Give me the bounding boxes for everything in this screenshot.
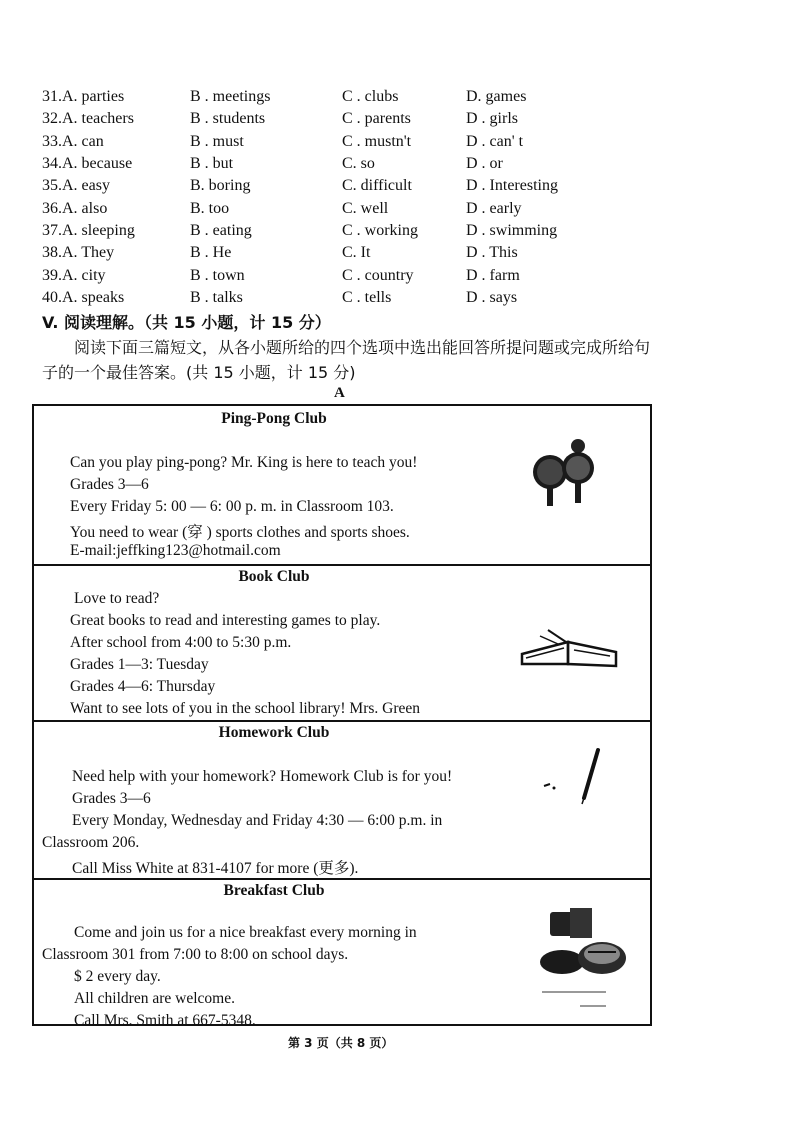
book-line: After school from 4:00 to 5:30 p.m. bbox=[70, 634, 292, 651]
breakfast-club-title: Breakfast Club bbox=[223, 882, 325, 899]
pingpong-line: Every Friday 5: 00 — 6: 00 p. m. in Classroom 103. bbox=[70, 498, 394, 515]
section-instructions: 阅读下面三篇短文，从各小题所给的四个选项中选出能回答所提问题或完成所给句子的一个最佳答案。(共 15 小题，计 15 分) bbox=[42, 338, 651, 382]
pingpong-club-section bbox=[34, 406, 650, 566]
homework-line: Call Miss White at 831-4107 for more (更多). bbox=[72, 860, 359, 877]
ping-pong-paddles-icon bbox=[524, 434, 604, 510]
book-club-title: Book Club bbox=[238, 568, 310, 585]
pingpong-line: Grades 3—6 bbox=[70, 476, 149, 493]
breakfast-club-section bbox=[34, 880, 650, 1029]
option-row-35: 35.A. easy B. boring C. difficult D . Interesting bbox=[42, 177, 558, 195]
breakfast-line: $ 2 every day. bbox=[74, 968, 161, 985]
option-row-33: 33.A. can B . must C . mustn't D . can' t bbox=[42, 132, 524, 150]
cloze-options bbox=[42, 86, 642, 309]
book-line: Grades 1—3: Tuesday bbox=[70, 656, 209, 673]
homework-line: Every Monday, Wednesday and Friday 4:30 — 6:00 p.m. in bbox=[72, 812, 443, 829]
page-footer: 第 3 页（共 8 页） bbox=[288, 1036, 394, 1050]
option-row-36: 36.A. also B. too C. well D . early bbox=[42, 199, 522, 217]
homework-line: Grades 3—6 bbox=[72, 790, 151, 807]
option-row-34: 34.A. because B . but C. so D . or bbox=[42, 155, 503, 173]
pingpong-club-title: Ping-Pong Club bbox=[221, 410, 327, 427]
passage-label: A bbox=[334, 385, 345, 401]
option-row-40: 40.A. speaks B . talks C . tells D . says bbox=[42, 288, 518, 306]
pingpong-line: Can you play ping-pong? Mr. King is here to teach you! bbox=[70, 454, 418, 471]
breakfast-line: Come and join us for a nice breakfast every morning in bbox=[74, 924, 417, 941]
book-line: Love to read? bbox=[74, 590, 160, 607]
option-row-38: 38.A. They B . He C. It D . This bbox=[42, 244, 518, 262]
option-row-37: 37.A. sleeping B . eating C . working D . swimming bbox=[42, 221, 558, 239]
homework-line: Need help with your homework? Homework Club is for you! bbox=[72, 768, 453, 785]
breakfast-line: Classroom 301 from 7:00 to 8:00 on school days. bbox=[42, 946, 349, 963]
open-book-icon bbox=[518, 624, 622, 670]
book-line: Want to see lots of you in the school library! Mrs. Green bbox=[70, 700, 421, 717]
option-row-39: 39.A. city B . town C . country D . farm bbox=[42, 266, 520, 284]
breakfast-food-icon bbox=[536, 906, 646, 1024]
option-row-31: 31.A. parties B . meetings C . clubs D. games bbox=[42, 88, 527, 106]
club-notice-board bbox=[32, 404, 652, 1029]
pingpong-line: You need to wear (穿 ) sports clothes and sports shoes. bbox=[70, 524, 410, 541]
homework-club-title: Homework Club bbox=[218, 724, 330, 741]
pen-icon bbox=[538, 746, 608, 806]
section-title: V. 阅读理解。（共 15 小题，计 15 分） bbox=[42, 313, 331, 332]
breakfast-line: All children are welcome. bbox=[74, 990, 235, 1007]
homework-line: Classroom 206. bbox=[42, 834, 140, 851]
book-line: Grades 4—6: Thursday bbox=[70, 678, 216, 695]
pingpong-email: E-mail:jeffking123@hotmail.com bbox=[70, 542, 281, 559]
option-row-32: 32.A. teachers B . students C . parents D . girls bbox=[42, 110, 518, 128]
breakfast-line: Call Mrs. Smith at 667-5348. bbox=[74, 1012, 256, 1029]
book-club-section bbox=[34, 566, 650, 722]
homework-club-section bbox=[34, 722, 650, 880]
book-line: Great books to read and interesting games to play. bbox=[70, 612, 381, 629]
